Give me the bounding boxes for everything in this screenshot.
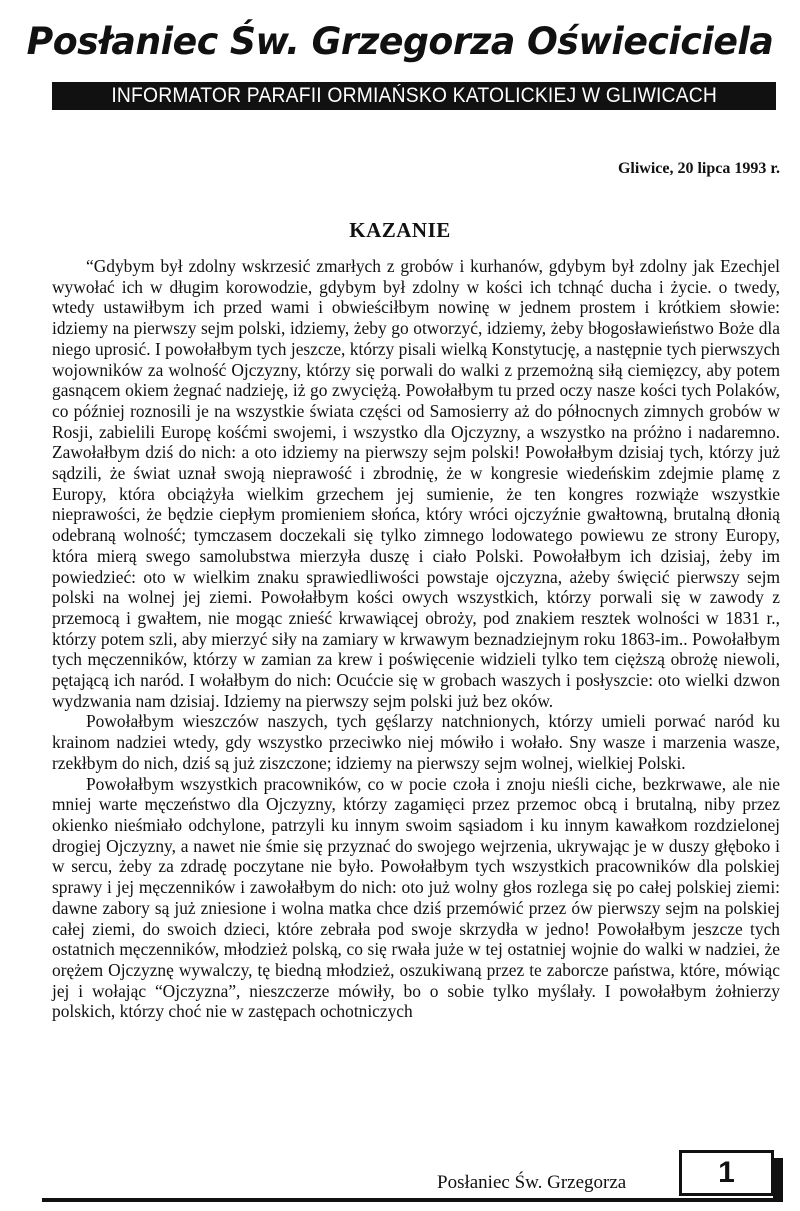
masthead-title: Posłaniec Św. Grzegorza Oświeciciela: [26, 20, 774, 63]
paragraph-2: Powołałbym wieszczów naszych, tych gęślarzy natchnionych, którzy umieli porwać naród ku krainom nadziei wtedy, gdy wszystko przeciwko niej mówiło i wołało. Sny wasze i marzenia wasze, rzekłbym do nich, dziś są już ziszczone; idziemy na pierwszy sejm wolnej, wielkiej Polski.: [52, 711, 780, 773]
paragraph-3: Powołałbym wszystkich pracowników, co w pocie czoła i znoju nieśli ciche, bezkrwawe, ale nie mniej warte męczeństwo dla Ojczyzny, którzy zagamięci przez przemoc obcą i brutalną, niby przez okienko nieśmiało odchylone, patrzyli ku innym swoim sąsiadom i ku innym kawałkom rozdzielonej drogiej Ojczyzny, a nawet nie śmie się przyznać do swojego wejrzenia, ukrywając je w duszy głęboko i w sercu, żeby za zdradę poczytane nie było. Powołałbym tych wszystkich pracowników dla polskiej sprawy i jej męczenników i zawołałbym do nich: oto już wolny głos rozlega się po całej polskiej ziemi: dawne zabory są już zniesione i wolna matka chce dziś przemówić przez ów pierwszy sejm na polskiej całej ziemi, do swoich dzieci, które zebrała pod swoje skrzydła w jedno! Powołałbym jeszcze tych ostatnich męczenników, młodzież polską, co się rwała juże w tej ostatniej wojnie do walki w nadziei, że orężem Ojczyznę wywalczy, tę biedną młodzież, oszukiwaną przez te zaborcze państwa, które, mówiąc jej i wołając “Ojczyzna”, nieszczerze mówiły, bo o sobie tylko myślały. I powołałbym żołnierzy polskich, którzy choć nie w zastępach ochotniczych: [52, 773, 780, 1022]
page-number: 1: [718, 1156, 735, 1189]
subtitle-text: INFORMATOR PARAFII ORMIAŃSKO KATOLICKIEJ W GLIWICACH: [111, 84, 717, 107]
footer-rule: [42, 1198, 774, 1202]
subtitle-banner: [52, 82, 776, 110]
date-line: Gliwice, 20 lipca 1993 r.: [617, 160, 780, 177]
footer-publication-name: Posłaniec Św. Grzegorza: [437, 1172, 627, 1193]
page-number-box: [679, 1150, 774, 1196]
page-number-shadow: [773, 1158, 783, 1202]
sermon-title: KAZANIE: [349, 218, 451, 242]
paragraph-1: “Gdybym był zdolny wskrzesić zmarłych z grobów i kurhanów, gdybym był zdolny jak Ezechjel wywołać ich w długim korowodzie, gdybym był zdolny w kości ich tchnąć ducha i życie. o twedy, wtedy ustawiłbym ich przed wami i obwieściłbym nowinę w jednem prostem i krótkiem słowie: idziemy na pierwszy sejm polski, idziemy, żeby go otworzyć, idziemy, żeby błogosławieństwo Boże dla niego uprosić. I powołałbym tych jeszcze, którzy pisali wielką Konstytucję, a następnie tych pierwszych wojowników za wolność Ojczyzny, którzy się porwali do walki z przemożną siłą ciemięzcy, aby potem gasnącem okiem żegnać nadzieję, iż go zwyciężą. Powołałbym tu przed oczy nasze kości tych Polaków, co później roznosili je na wszystkie świata części od Samosierry aż do północnych zimnych grobów w Rosji, zabielili Europę kośćmi swojemi, i wszystko dla Ojczyzny, a wszystko na próżno i nadaremno. Zawołałbym dziś do nich: a oto idziemy na pierwszy sejm polski! Powołałbym dzisiaj tych, którzy już sądzili, że świat uznał swoją nieprawość i zbrodnię, że w kongresie wiedeńskim zdejmie plamę z Europy, która obciążyła wielkim grzechem jej sumienie, że ten kongres rozwiąże wszystkie nieprawości, że będzie ciepłym promieniem słońca, który wróci ojczyźnie gwałtowną, brutalną dłonią odebraną wolność; tymczasem doczekali się tylko zimnego lodowatego powiewu ze strony Europy, która mierą swego samolubstwa mierzyła duszę i ciało Polski. Powołałbym ich dzisiaj, żeby im powiedzieć: oto w wielkim znaku sprawiedliwości powstaje ojczyzna, ażeby święcić pierwszy sejm polski na wolnej jej ziemi. Powołałbym kości owych wszystkich, którzy porwali się w zawody z przemocą i gwałtem, nie mogąc znieść krwawiącej obroży, pod znakiem resztek wolności w 1831 r., którzy potem szli, aby mierzyć siły na zamiary w krwawym beznadziejnym roku 1863-im.. Powołałbym tych męczenników, którzy w zamian za krew i poświęcenie widzieli tylko tem cięższą obrożę niewoli, pętającą ich naród. I wołałbym do nich: Ocućcie się w grobach waszych i posłyszcie: oto wielki dzwon wydzwania nam dzisiaj. Idziemy na pierwszy sejm polski już bez oków.: [52, 256, 780, 711]
sermon-body: [52, 256, 780, 1022]
